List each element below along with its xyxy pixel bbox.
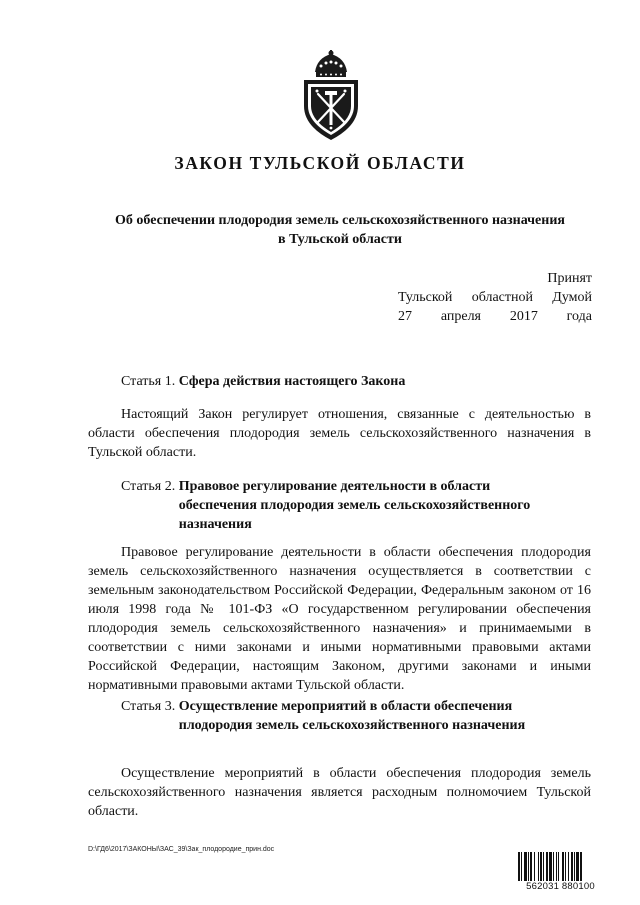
law-subtitle bbox=[90, 211, 590, 249]
barcode-bar bbox=[553, 852, 554, 882]
adopted-by-word: Тульской bbox=[398, 290, 453, 305]
article-1-text: Настоящий Закон регулирует отношения, связанные с деятельностью в области обеспечения плодородия земель сельскохозяйственного назначения в Тульской области. bbox=[88, 407, 591, 460]
barcode-bar bbox=[580, 852, 582, 882]
barcode-bar bbox=[538, 852, 539, 882]
article-3-text: Осуществление мероприятий в области обеспечения плодородия земель сельскохозяйственного назначения является расходным полномочием Тульской области. bbox=[88, 766, 591, 819]
barcode-bar bbox=[524, 852, 527, 882]
barcode-bar bbox=[540, 852, 542, 882]
barcode-bar bbox=[521, 852, 522, 882]
barcode-bar bbox=[556, 852, 557, 882]
barcode-number: 562031 880100 bbox=[518, 881, 603, 892]
article-2-heading bbox=[121, 477, 561, 534]
barcode-bar bbox=[565, 852, 566, 882]
barcode-bar bbox=[518, 852, 520, 882]
barcode-bar bbox=[528, 852, 529, 882]
barcode-bar bbox=[543, 852, 544, 882]
article-1-heading bbox=[121, 372, 591, 391]
subtitle-line-2: в Тульской области bbox=[278, 232, 402, 247]
barcode-bar bbox=[549, 852, 552, 882]
article-label: Статья 2. bbox=[121, 479, 176, 494]
article-title: Осуществление мероприятий в области обеспечения плодородия земель сельскохозяйственного назначения bbox=[178, 699, 526, 733]
adoption-block bbox=[398, 269, 592, 326]
article-title: Сфера действия настоящего Закона bbox=[178, 374, 406, 389]
article-3-heading bbox=[121, 697, 561, 735]
adopted-by-word: областной bbox=[471, 290, 533, 305]
barcode-bar bbox=[576, 852, 579, 882]
barcode-bar bbox=[568, 852, 569, 882]
barcode-bar bbox=[546, 852, 548, 882]
adopted-by-word: Думой bbox=[552, 290, 592, 305]
file-path: D:\ГД6\2017\ЗАКОНЫ\ЗАС_39\Зак_плодородие_прин.doc bbox=[88, 846, 275, 853]
barcode-bar bbox=[574, 852, 575, 882]
barcode-bar bbox=[571, 852, 573, 882]
barcode-bar bbox=[558, 852, 559, 882]
adopted-date bbox=[398, 307, 592, 326]
adopted-month: апреля bbox=[440, 309, 481, 324]
barcode-bar bbox=[534, 852, 535, 882]
article-2-text: Правовое регулирование деятельности в области обеспечения плодородия земель сельскохозяйственного назначения осуществляется в соответствии с земельным законодательством Российской Федерации, Федеральным законом от 16 июля 1998 года № 101-ФЗ «О государственном регулировании обеспечения плодородия земель сельскохозяйственного назначения» и принимаемыми в соответствии с ними законами и иными нормативными правовыми актами Российской Федерации, настоящим Законом, другими законами и иными нормативными правовыми актами Тульской области. bbox=[88, 545, 591, 693]
barcode-bar bbox=[562, 852, 564, 882]
subtitle-line-1: Об обеспечении плодородия земель сельскохозяйственного назначения bbox=[115, 213, 565, 228]
law-title: ЗАКОН ТУЛЬСКОЙ ОБЛАСТИ bbox=[174, 153, 466, 173]
adopted-day: 27 bbox=[398, 309, 412, 324]
article-label: Статья 1. bbox=[121, 374, 176, 389]
barcode-bar bbox=[530, 852, 532, 882]
tula-coat-of-arms-icon bbox=[301, 50, 361, 142]
article-label: Статья 3. bbox=[121, 699, 176, 714]
adopted-year: 2017 bbox=[509, 309, 538, 324]
adopted-year-word: года bbox=[566, 309, 592, 324]
article-title: Правовое регулирование деятельности в области обеспечения плодородия земель сельскохозяйственного назначения bbox=[178, 479, 531, 532]
adopted-by bbox=[398, 288, 592, 307]
adopted-label: Принят bbox=[547, 271, 592, 286]
